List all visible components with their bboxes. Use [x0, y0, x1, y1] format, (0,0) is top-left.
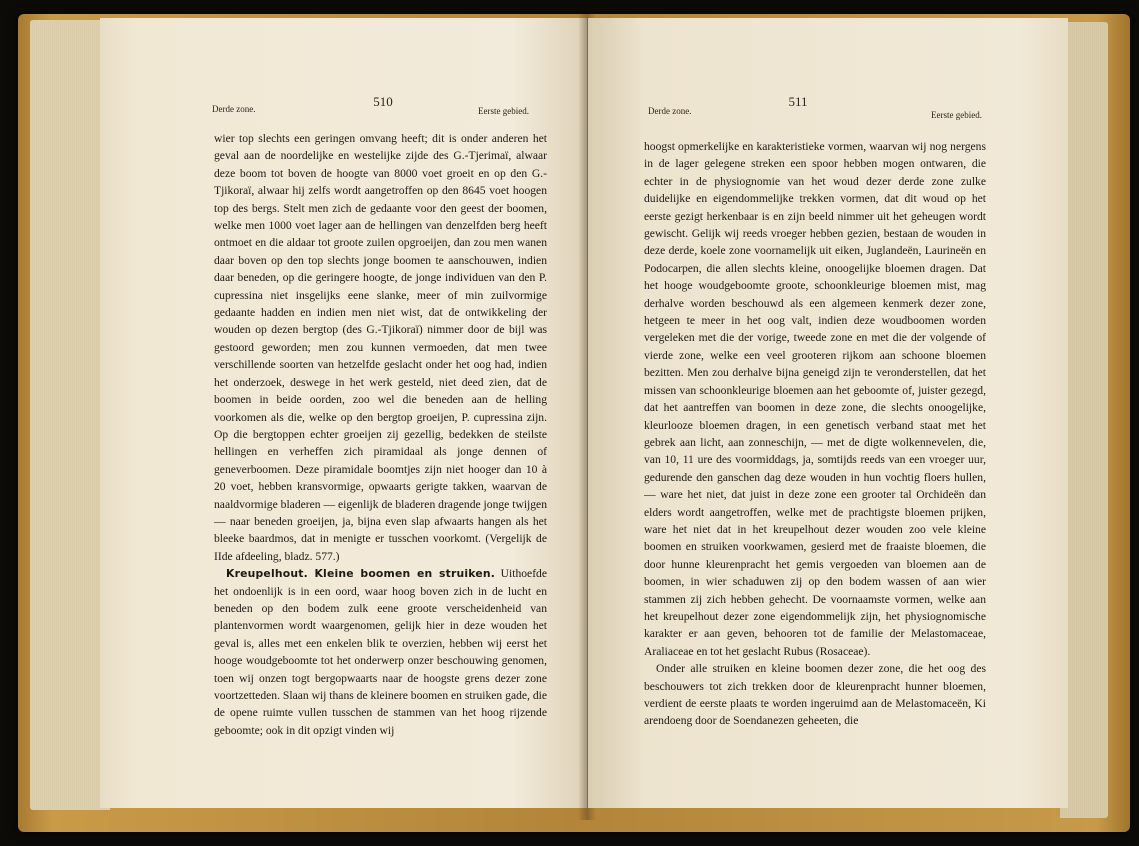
right-header-section: Derde zone. [648, 106, 692, 116]
left-header-region: Eerste gebied. [478, 106, 529, 116]
left-header-section: Derde zone. [212, 104, 256, 114]
right-paragraph-1: hoogst opmerkelijke en karakteristieke vormen, waarvan wij nog nergens in de lager gelegene streken een spoor hebben mogen ontwaren, die echter in de physiognomie van het woud dezer derde zone zulke duidelijke en eigendommelijke trekken vormen, dat dit woud op het eerste gezigt herkenbaar is en zijn beeld nimmer uit het geheugen wordt gewischt. Gelijk wij reeds vroeger hebben gezien, bestaan de wouden in deze derde, koele zone voornamelijk uit eiken, Juglandeën, Laurineën en Podocarpen, die allen slechts kleine, onoogelijke bloemen dragen. Dat het hooge woudgeboomte groote, schoonkleurige bloemen mist, mag derhalve worden beschouwd als een algemeen kenmerk dezer zone, hetgeen te meer in het oog valt, indien deze woudboomen worden vergeleken met die der vorige, tweede zone en met die der volgende of vierde zone, welke een veel grooteren rijkom aan schoone bloemen bezitten. Men zou derhalve bijna geneigd zijn te veronderstellen, dat het missen van schoonkleurige bloemen aan het geboomte of, juister gezegd, dat het aantreffen van boomen in deze zone, die slechts onoogelijke, kleurlooze bloemen dragen, in een genetisch verband staat met het gebrek aan licht, aan zonneschijn, — met de digte wolkennevelen, die, van 10, 11 ure des voormiddags, ja, somtijds reeds van een vroeger uur, gedurende den ganschen dag deze wouden in hun vochtig floers hullen, — ware het niet, dat juist in deze zone een grooter tal Orchideën dan elders wordt aangetroffen, welke met de prachtigste bloemen prijken, ware het niet dat in het kreupelhout dezer wouden zoo vele kleine boomen en struiken voorkwamen, gesierd met de fraaiste bloemen, die door hunne kleurenpracht het gemis vergoeden van bloemen aan de boomen, in wier schaduwen zij op den bodem wassen of aan wier stammen zij zich hebben gehecht. De voornaamste vormen, welke aan het kreupelhout dezer zone eigendommelijk zijn, het physiognomische karakter er aan geven, behooren tot de familie der Melastomaceae, Araliaceae en tot het geslacht Rubus (Rosaceae). [644, 140, 986, 658]
right-header-region: Eerste gebied. [931, 110, 982, 120]
left-page [100, 18, 587, 808]
left-page-number: 510 [373, 94, 393, 109]
right-body-text [644, 138, 986, 730]
right-paragraph-2: Onder alle struiken en kleine boomen dezer zone, die het oog des beschouwers tot zich trekken door de kleurenpracht hunner bloemen, verdient de eerste plaats te worden ingeruimd aan de Melastomaceën, Ki arendoeng door de Soendanezen geheeten, die [644, 662, 986, 728]
right-page [588, 18, 1068, 808]
left-page-edges [30, 20, 110, 810]
left-body-text [214, 130, 547, 739]
right-running-header [588, 94, 1068, 120]
left-running-header [100, 94, 587, 118]
left-paragraph-1: wier top slechts een geringen omvang heeft; dit is onder anderen het geval aan de noordelijke en westelijke zijde des G.-Tjerimaï, alwaar deze boom tot boven de hoogte van 8000 voet groeit en op den G.-Tjikoraï, alwaar hij zelfs wordt aangetroffen op den 8645 voet hoogen top des bergs. Stelt men zich de gedaante voor den geest der boomen, welke men 1000 voet lager aan de hellingen van denzelfden berg heeft ontmoet en die aldaar tot groote zuilen opgroeijen, dan zou men wanen daar boven op den top slechts jonge boomen te aanschouwen, indien daar beneden, op die geringere hoogte, de jonge individuen van den P. cupressina niet insgelijks eene slanke, meer of min zuilvormige gedaante hadden en indien men niet wist, dat de ontwikkeling der wouden op dezen bergtop (des G.-Tjikoraï) nimmer door de bijl was gestoord geworden; men zou kunnen vermoeden, dat men twee verschillende soorten van hetzelfde geslacht onder het oog had, indien het onderzoek, deswege in het werk gesteld, niet deed zien, dat de boomen in beide oorden, zoo wel die beneden aan de helling voorkomen als die, welke op den bergtop groeijen, P. cupressina zijn. Op die bergtoppen echter groeijen zij gezellig, bedekken de steilste hellingen en verheffen zich piramidaal als jonge dennen of geneverboomen. Deze piramidale boomtjes zijn niet hooger dan 10 à 20 voet, hebben kransvormige, opwaarts gerigte takken, waarvan de naaldvormige bladeren — eigenlijk de bladeren dragende jonge twijgen — naar beneden groeijen, ja, bijna even slap afwaarts hangen als het bleeke baardmos, dat in menigte er tusschen voorkomt. (Vergelijk de IIde afdeeling, bladz. 577.) [214, 132, 547, 563]
section-heading: Kreupelhout. Kleine boomen en struiken. [226, 567, 496, 581]
left-paragraph-2 [214, 565, 547, 739]
right-page-number: 511 [788, 94, 808, 109]
left-paragraph-2-text: Uithoefde het ondoenlijk is in een oord, waar hoog boven zich in de lucht en beneden op den bodem zulk eene groote verscheidenheid van plantenvormen wordt waargenomen, gelijk hier in deze wouden het geval is, alles met een enkelen blik te overzien, hebben wij eerst het hooge woudgeboomte tot het onderwerp onzer beschouwing genomen, toen wij onzen togt bergopwaarts naar de hoogste grens dezer zone voortzetteden. Slaan wij thans de kleinere boomen en struiken gade, die de opene ruimte vullen tusschen de stammen van het hoog rijzende geboomte; ook in dit opzigt vinden wij [214, 567, 547, 737]
